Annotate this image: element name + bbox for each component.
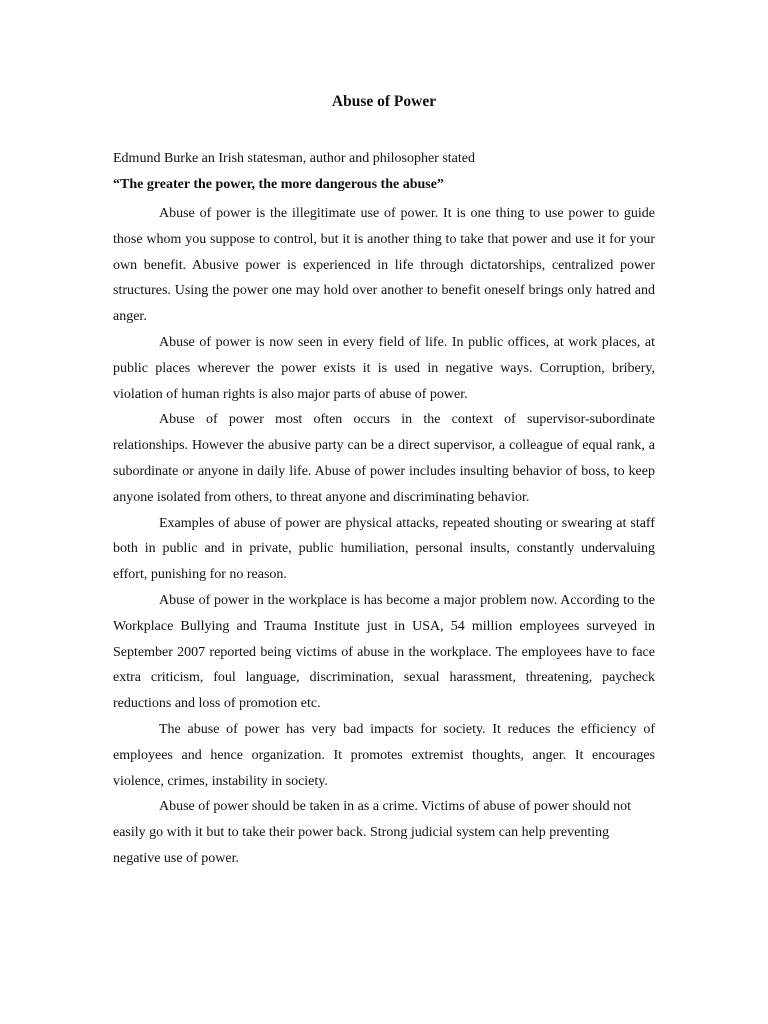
paragraph-4: Examples of abuse of power are physical attacks, repeated shouting or swearing at staff both in public and in private, public humiliation, personal insults, constantly undervaluing effort, punishing for no reason.	[113, 515, 655, 583]
paragraph-3: Abuse of power most often occurs in the context of supervisor-subordinate relationships. However the abusive party can be a direct supervisor, a colleague of equal rank, a subordinate or anyone in daily life. Abuse of power includes insulting behavior of boss, to keep anyone isolated from others, to threat anyone and discriminating behavior.	[113, 412, 655, 505]
paragraph-7: Abuse of power should be taken in as a crime. Victims of abuse of power should not easily go with it but to take their power back. Strong judicial system can help preventing negative use of power.	[113, 799, 632, 866]
intro-line: Edmund Burke an Irish statesman, author and philosopher stated	[113, 151, 475, 166]
quote-line: “The greater the power, the more dangerous the abuse”	[113, 177, 444, 192]
paragraph-5: Abuse of power in the workplace is has become a major problem now. According to the Workplace Bullying and Trauma Institute just in USA, 54 million employees surveyed in September 2007 reported being victims of abuse in the workplace. The employees have to face extra criticism, foul language, discrimination, sexual harassment, threatening, paycheck reductions and loss of promotion etc.	[113, 592, 655, 712]
body-text	[113, 201, 655, 872]
paragraph-6: The abuse of power has very bad impacts for society. It reduces the efficiency of employees and hence organization. It promotes extremist thoughts, anger. It encourages violence, crimes, instability in society.	[113, 721, 655, 789]
document-title: Abuse of Power	[331, 93, 437, 110]
paragraph-2: Abuse of power is now seen in every field of life. In public offices, at work places, at public places wherever the power exists it is used in negative ways. Corruption, bribery, violation of human rights is also major parts of abuse of power.	[113, 334, 655, 402]
paragraph-1: Abuse of power is the illegitimate use of power. It is one thing to use power to guide those whom you suppose to control, but it is another thing to take that power and use it for your own benefit. Abusive power is experienced in life through dictatorships, centralized power structures. Using the power one may hold over another to benefit oneself brings only hatred and anger.	[113, 206, 655, 325]
